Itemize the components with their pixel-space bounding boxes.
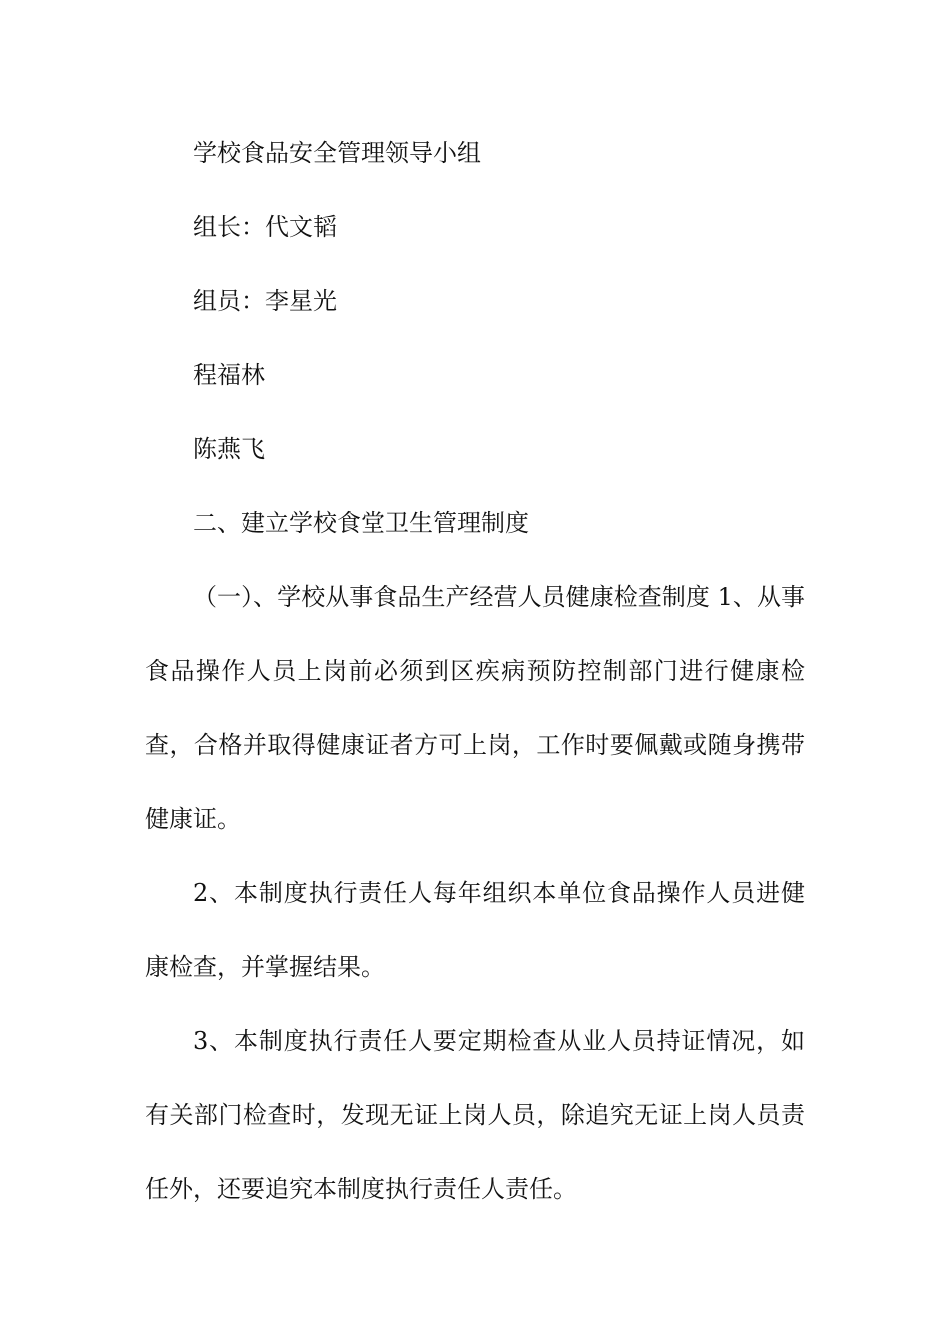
document-body: [145, 116, 805, 1226]
body-paragraph: 3、本制度执行责任人要定期检查从业人员持证情况，如有关部门检查时，发现无证上岗人员，除追究无证上岗人员责任外，还要追究本制度执行责任人责任。: [145, 1027, 805, 1203]
group-members-line: 组员：李星光: [193, 287, 337, 315]
member-name-line: 程福林: [193, 361, 265, 389]
body-paragraph: 2、本制度执行责任人每年组织本单位食品操作人员进健康检查，并掌握结果。: [145, 879, 805, 981]
heading-leadership-group: 学校食品安全管理领导小组: [193, 139, 481, 167]
group-leader-line: 组长：代文韬: [193, 213, 337, 241]
body-paragraph: （一）、学校从事食品生产经营人员健康检查制度 1、从事食品操作人员上岗前必须到区疾病预防控制部门进行健康检查，合格并取得健康证者方可上岗，工作时要佩戴或随身携带健康证。: [145, 583, 805, 833]
section-heading: 二、建立学校食堂卫生管理制度: [193, 509, 529, 537]
member-name-line: 陈燕飞: [193, 435, 265, 463]
